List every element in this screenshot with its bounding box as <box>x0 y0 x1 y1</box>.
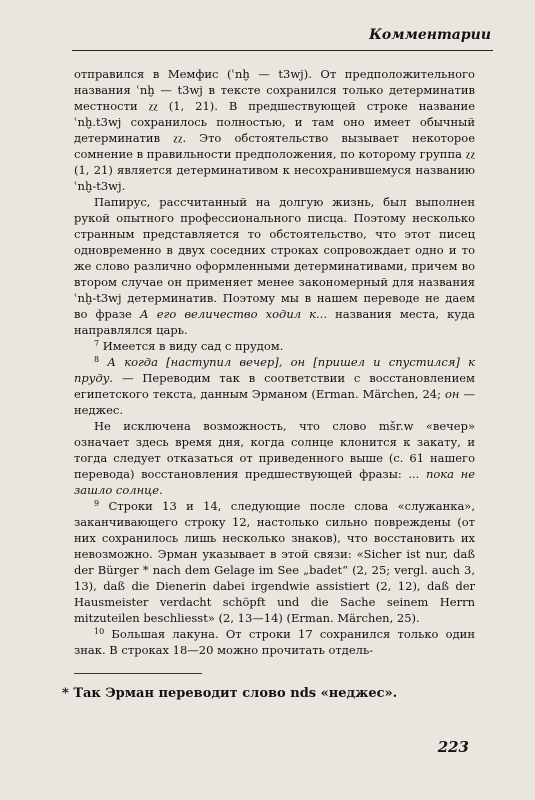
section-title: Комментарии <box>369 27 491 43</box>
note-number: 7 <box>94 339 100 348</box>
commentary-paragraph <box>74 354 475 418</box>
text-run: отправился в Мемфис (ʿnḫ — t3wj). От предположительного названия ʿnḫ — t3wj в тексте сохранился только детерминатив местности ⲍⲍ (1, 21). В предшествующей строке название ʿnḫ.t3wj сохранилось полностью, и там оно имеет обычный детерминатив ⲍⲍ. Это обстоятельство вызывает некоторое сомнение в правильности предположения, по которому группа ⲍⲍ (1, 21) является детерминативом к несохранившемуся названию ʿnḫ-t3wj. <box>74 67 475 193</box>
text-run: . <box>159 483 163 497</box>
commentary-paragraph <box>74 338 475 354</box>
italic-run: А когда [наступил вечер], он [пришел и спустился] к пруду. <box>74 355 475 385</box>
text-run: Строки 13 и 14, следующие после слова «служанка», заканчивающего строку 12, настолько сильно повреждены (от них сохранилось лишь несколько знаков), что восстановить их невозможно. Эрман указывает в этой связи: «Sicher ist nur, daß der Bürger * nach dem Gelage im See „badet“ (2, 25; vergl. auch 3, 13), daß die Dienerin dabei irgendwie assistiert (2, 12), daß der Hausmeister verdacht schöpft und die Sache seinem Herrn mitzuteilen beschliesst» (2, 13—14) (Erman. Märchen, 25). <box>74 499 475 625</box>
note-number: 10 <box>94 627 105 636</box>
text-run: Не исключена возможность, что слово mšr.w «вечер» означает здесь время дня, когда солнце клонится к закату, и тогда следует отказаться от приведенного выше (с. 61 нашего перевода) восстановления предшествующей фразы: <box>74 419 475 481</box>
text-run: Папирус, рассчитанный на долгую жизнь, был выполнен рукой опытного профессионального писца. Поэтому несколько странным представляется то обстоятельство, что этот писец одновременно в двух соседних строках сопровождает одно и то же слово различно оформленными детерминативами, причем во втором случае он применяет менее закономерный для названия ʿnḫ-t3wj детерминатив. Поэтому мы в нашем переводе не даем во фразе <box>74 195 475 321</box>
text-run: Большая лакуна. От строки 17 сохранился только один знак. В строках 18—20 можно прочитать отдель- <box>74 627 475 657</box>
text-run: названия места, куда направлялся царь. <box>74 307 475 337</box>
commentary-paragraph <box>74 194 475 338</box>
italic-run: ... пока не зашло солнце <box>74 467 476 497</box>
text-run: Имеется в виду сад с прудом. <box>99 339 284 353</box>
italic-run: он <box>445 387 460 401</box>
commentary-paragraph <box>74 418 475 498</box>
text-run: — неджес. <box>74 387 476 417</box>
text-run: — Переводим так в соответствии с восстановлением египетского текста, данным Эрманом (Erman. Märchen, 24; <box>74 371 475 401</box>
page-number: 223 <box>437 738 469 756</box>
footnote-separator <box>74 673 202 674</box>
running-header <box>72 20 493 51</box>
note-number: 9 <box>94 499 100 508</box>
italic-run: А его величество ходил к... <box>139 307 327 321</box>
commentary-paragraph <box>74 66 475 194</box>
commentary-paragraph <box>74 498 475 626</box>
main-text <box>74 66 475 658</box>
note-number: 8 <box>94 355 100 364</box>
footnote: * Так Эрман переводит слово nds «неджес». <box>62 686 398 701</box>
commentary-paragraph <box>74 626 475 658</box>
